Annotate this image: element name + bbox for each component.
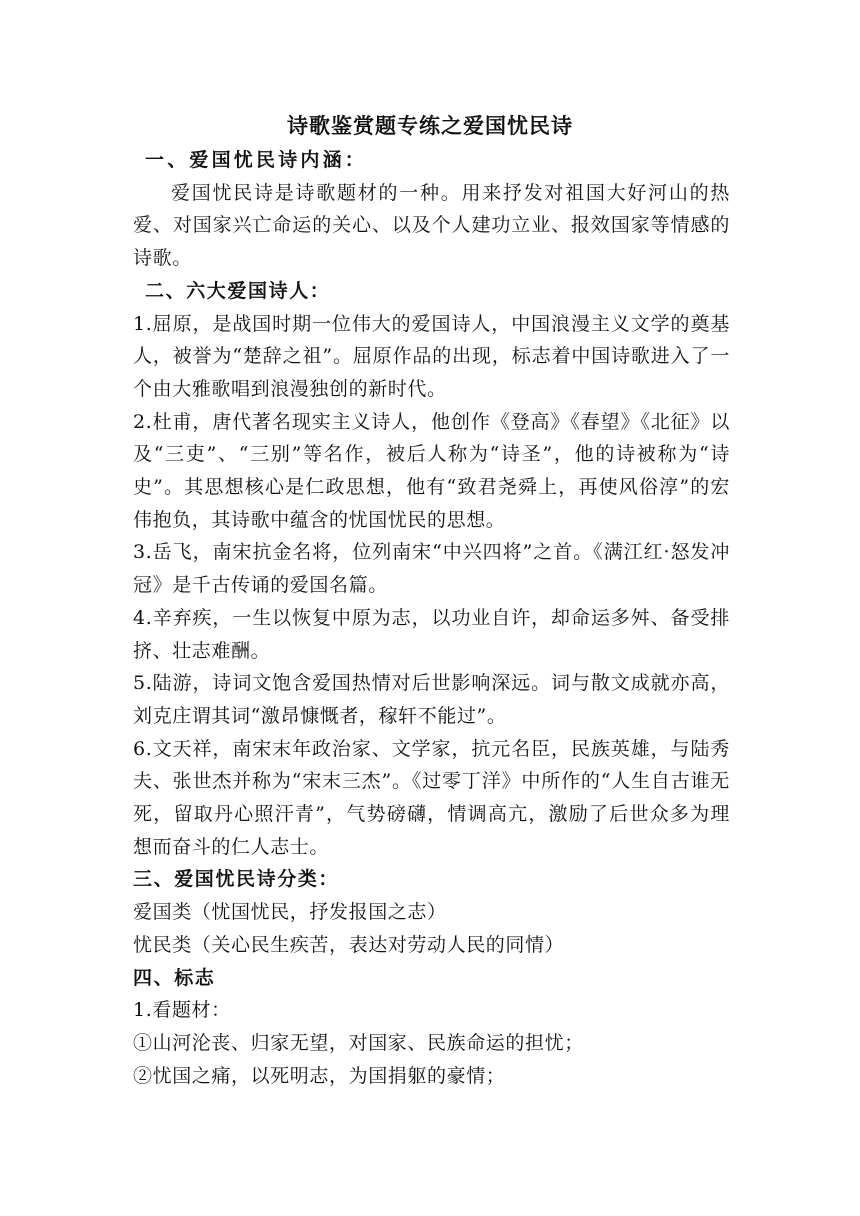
section-heading-connotation: 一、爱国忧民诗内涵： <box>145 149 368 171</box>
marker-point-1: ①山河沦丧、归家无望，对国家、民族命运的担忧； <box>133 1031 584 1054</box>
category-item-concern-for-people: 忧民类（关心民生疾苦，表达对劳动人民的同情） <box>133 933 565 956</box>
poet-item-dufu: 2.杜甫，唐代著名现实主义诗人，他创作《登高》《春望》《北征》以及“三吏”、“三别”等名作，被后人称为“诗圣”，他的诗被称为“诗史”。其思想核心是仁政思想，他有“致君尧舜上，再使风俗淳”的宏伟抱负，其诗歌中蕴含的忧国忧民的思想。 <box>133 410 730 531</box>
poet-item-quyuan: 1.屈原，是战国时期一位伟大的爱国诗人，中国浪漫主义文学的奠基人，被誉为“楚辞之祖”。屈原作品的出现，标志着中国诗歌进入了一个由大雅歌唱到浪漫独创的新时代。 <box>133 312 730 400</box>
marker-point-2: ②忧国之痛，以死明志，为国捐躯的豪情； <box>133 1064 506 1087</box>
marker-subheading-theme: 1.看题材： <box>133 999 231 1022</box>
poet-item-luyou: 5.陆游，诗词文饱含爱国热情对后世影响深远。词与散文成就亦高，刘克庄谓其词“激昂慷慨者，稼轩不能过”。 <box>133 672 730 727</box>
poet-item-xinqiji: 4.辛弃疾，一生以恢复中原为志，以功业自许，却命运多舛、备受排挤、壮志难酬。 <box>133 606 730 662</box>
section-heading-poets: 二、六大爱国诗人： <box>145 279 331 302</box>
section-heading-categories: 三、爱国忧民诗分类： <box>133 868 340 891</box>
category-item-patriotic: 爱国类（忧国忧民，抒发报国之志） <box>133 901 447 924</box>
document-title: 诗歌鉴赏题专练之爱国忧民诗 <box>287 113 573 138</box>
poet-item-yuefei: 3.岳飞，南宋抗金名将，位列南宋“中兴四将”之首。《满江红·怒发冲冠》是千古传诵的爱国名篇。 <box>133 541 730 597</box>
connotation-paragraph: 爱国忧民诗是诗歌题材的一种。用来抒发对祖国大好河山的热爱、对国家兴亡命运的关心、以及个人建功立业、报效国家等情感的诗歌。 <box>133 181 730 270</box>
section-heading-markers: 四、标志 <box>133 966 216 989</box>
document-body <box>133 144 730 1092</box>
poet-item-wentianxiang: 6.文天祥，南宋末年政治家、文学家，抗元名臣，民族英雄，与陆秀夫、张世杰并称为“宋末三杰”。《过零丁洋》中所作的“人生自古谁无死，留取丹心照汗青”，气势磅礴，情调高亢，激励了后世众多为理想而奋斗的仁人志士。 <box>133 737 730 858</box>
